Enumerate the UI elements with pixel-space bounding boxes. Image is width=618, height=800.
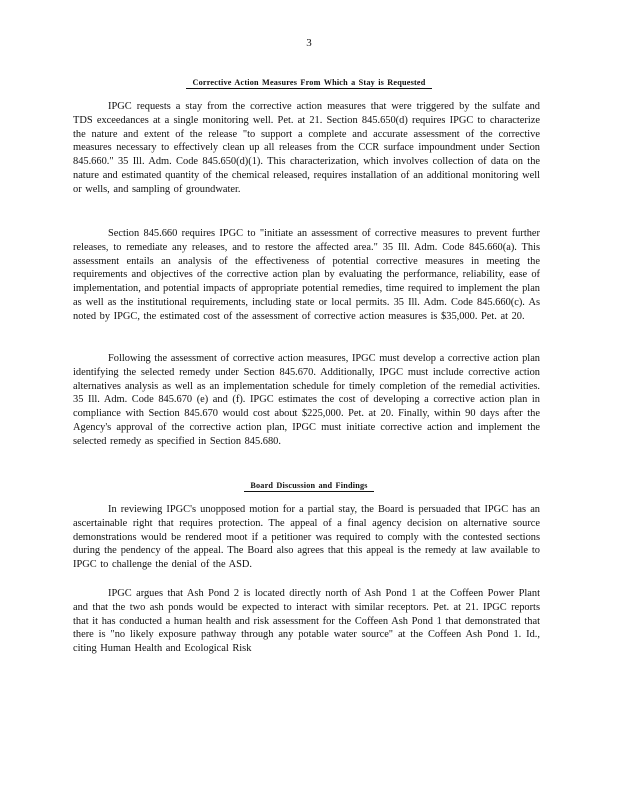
section-heading-corrective-action: Corrective Action Measures From Which a Stay is Requested xyxy=(0,76,618,90)
page-number: 3 xyxy=(306,37,312,49)
paragraph-assessment: Section 845.660 requires IPGC to "initiate an assessment of corrective measures to prevent further releases, to remediate any releases, and to restore the affected area." 35 Ill. Adm. Code 845.660(a). This assessment entails an analysis of the effectiveness of potential corrective measures in meeting the requirements and objectives of the corrective action plan by evaluating the performance, reliability, ease of implementation, and potential impacts of appropriate potential remedies, time required to implement the plan as well as the institutional requirements, including state or local permits. 35 Ill. Adm. Code 845.660(c). As noted by IPGC, the estimated cost of the assessment of corrective action measures is $35,000. Pet. at 20. xyxy=(73,228,540,322)
paragraph-ash-pond: IPGC argues that Ash Pond 2 is located directly north of Ash Pond 1 at the Coffeen Power Plant and that the two ash ponds would be expected to interact with similar receptors. Pet. at 21. IPGC reports that it has conducted a human health and risk assessment for the Coffeen Ash Pond 1 that demonstrated that there is "no likely exposure pathway through any potable water source" at the Coffeen Ash Pond 1. Id., citing Human Health and Ecological Risk xyxy=(73,588,540,655)
paragraph-board-review: In reviewing IPGC's unopposed motion for a partial stay, the Board is persuaded that IPGC has an ascertainable right that requires protection. The appeal of a final agency decision on alternative source demonstrations would be rendered moot if a petitioner was required to comply with the contested sections during the pendency of the appeal. The Board also agrees that this appeal is the remedy at law available to IPGC to challenge the denial of the ASD. xyxy=(73,504,540,571)
section-heading-board-discussion: Board Discussion and Findings xyxy=(0,479,618,493)
paragraph-corrective-action-plan: Following the assessment of corrective action measures, IPGC must develop a corrective action plan identifying the selected remedy under Section 845.670. Additionally, IPGC must include corrective action alternatives analysis as well as an implementation schedule for timely completion of the remedial activities. 35 Ill. Adm. Code 845.670 (e) and (f). IPGC estimates the cost of developing a corrective action plan in compliance with Section 845.670 would cost about $225,000. Pet. at 20. Finally, within 90 days after the Agency's approval of the corrective action plan, IPGC must initiate corrective action and implement the selected remedy as specified in Section 845.680. xyxy=(73,353,540,447)
paragraph-stay-request: IPGC requests a stay from the corrective action measures that were triggered by the sulfate and TDS exceedances at a single monitoring well. Pet. at 21. Section 845.650(d) requires IPGC to characterize the nature and extent of the release "to support a complete and accurate assessment of the corrective measures necessary to effectively clean up all releases from the CCR surface impoundment under Section 845.660." 35 Ill. Adm. Code 845.650(d)(1). This characterization, which involves collection of data on the nature and estimated quantity of the chemical released, requires installation of an additional monitoring well or wells, and sampling of groundwater. xyxy=(73,101,540,195)
